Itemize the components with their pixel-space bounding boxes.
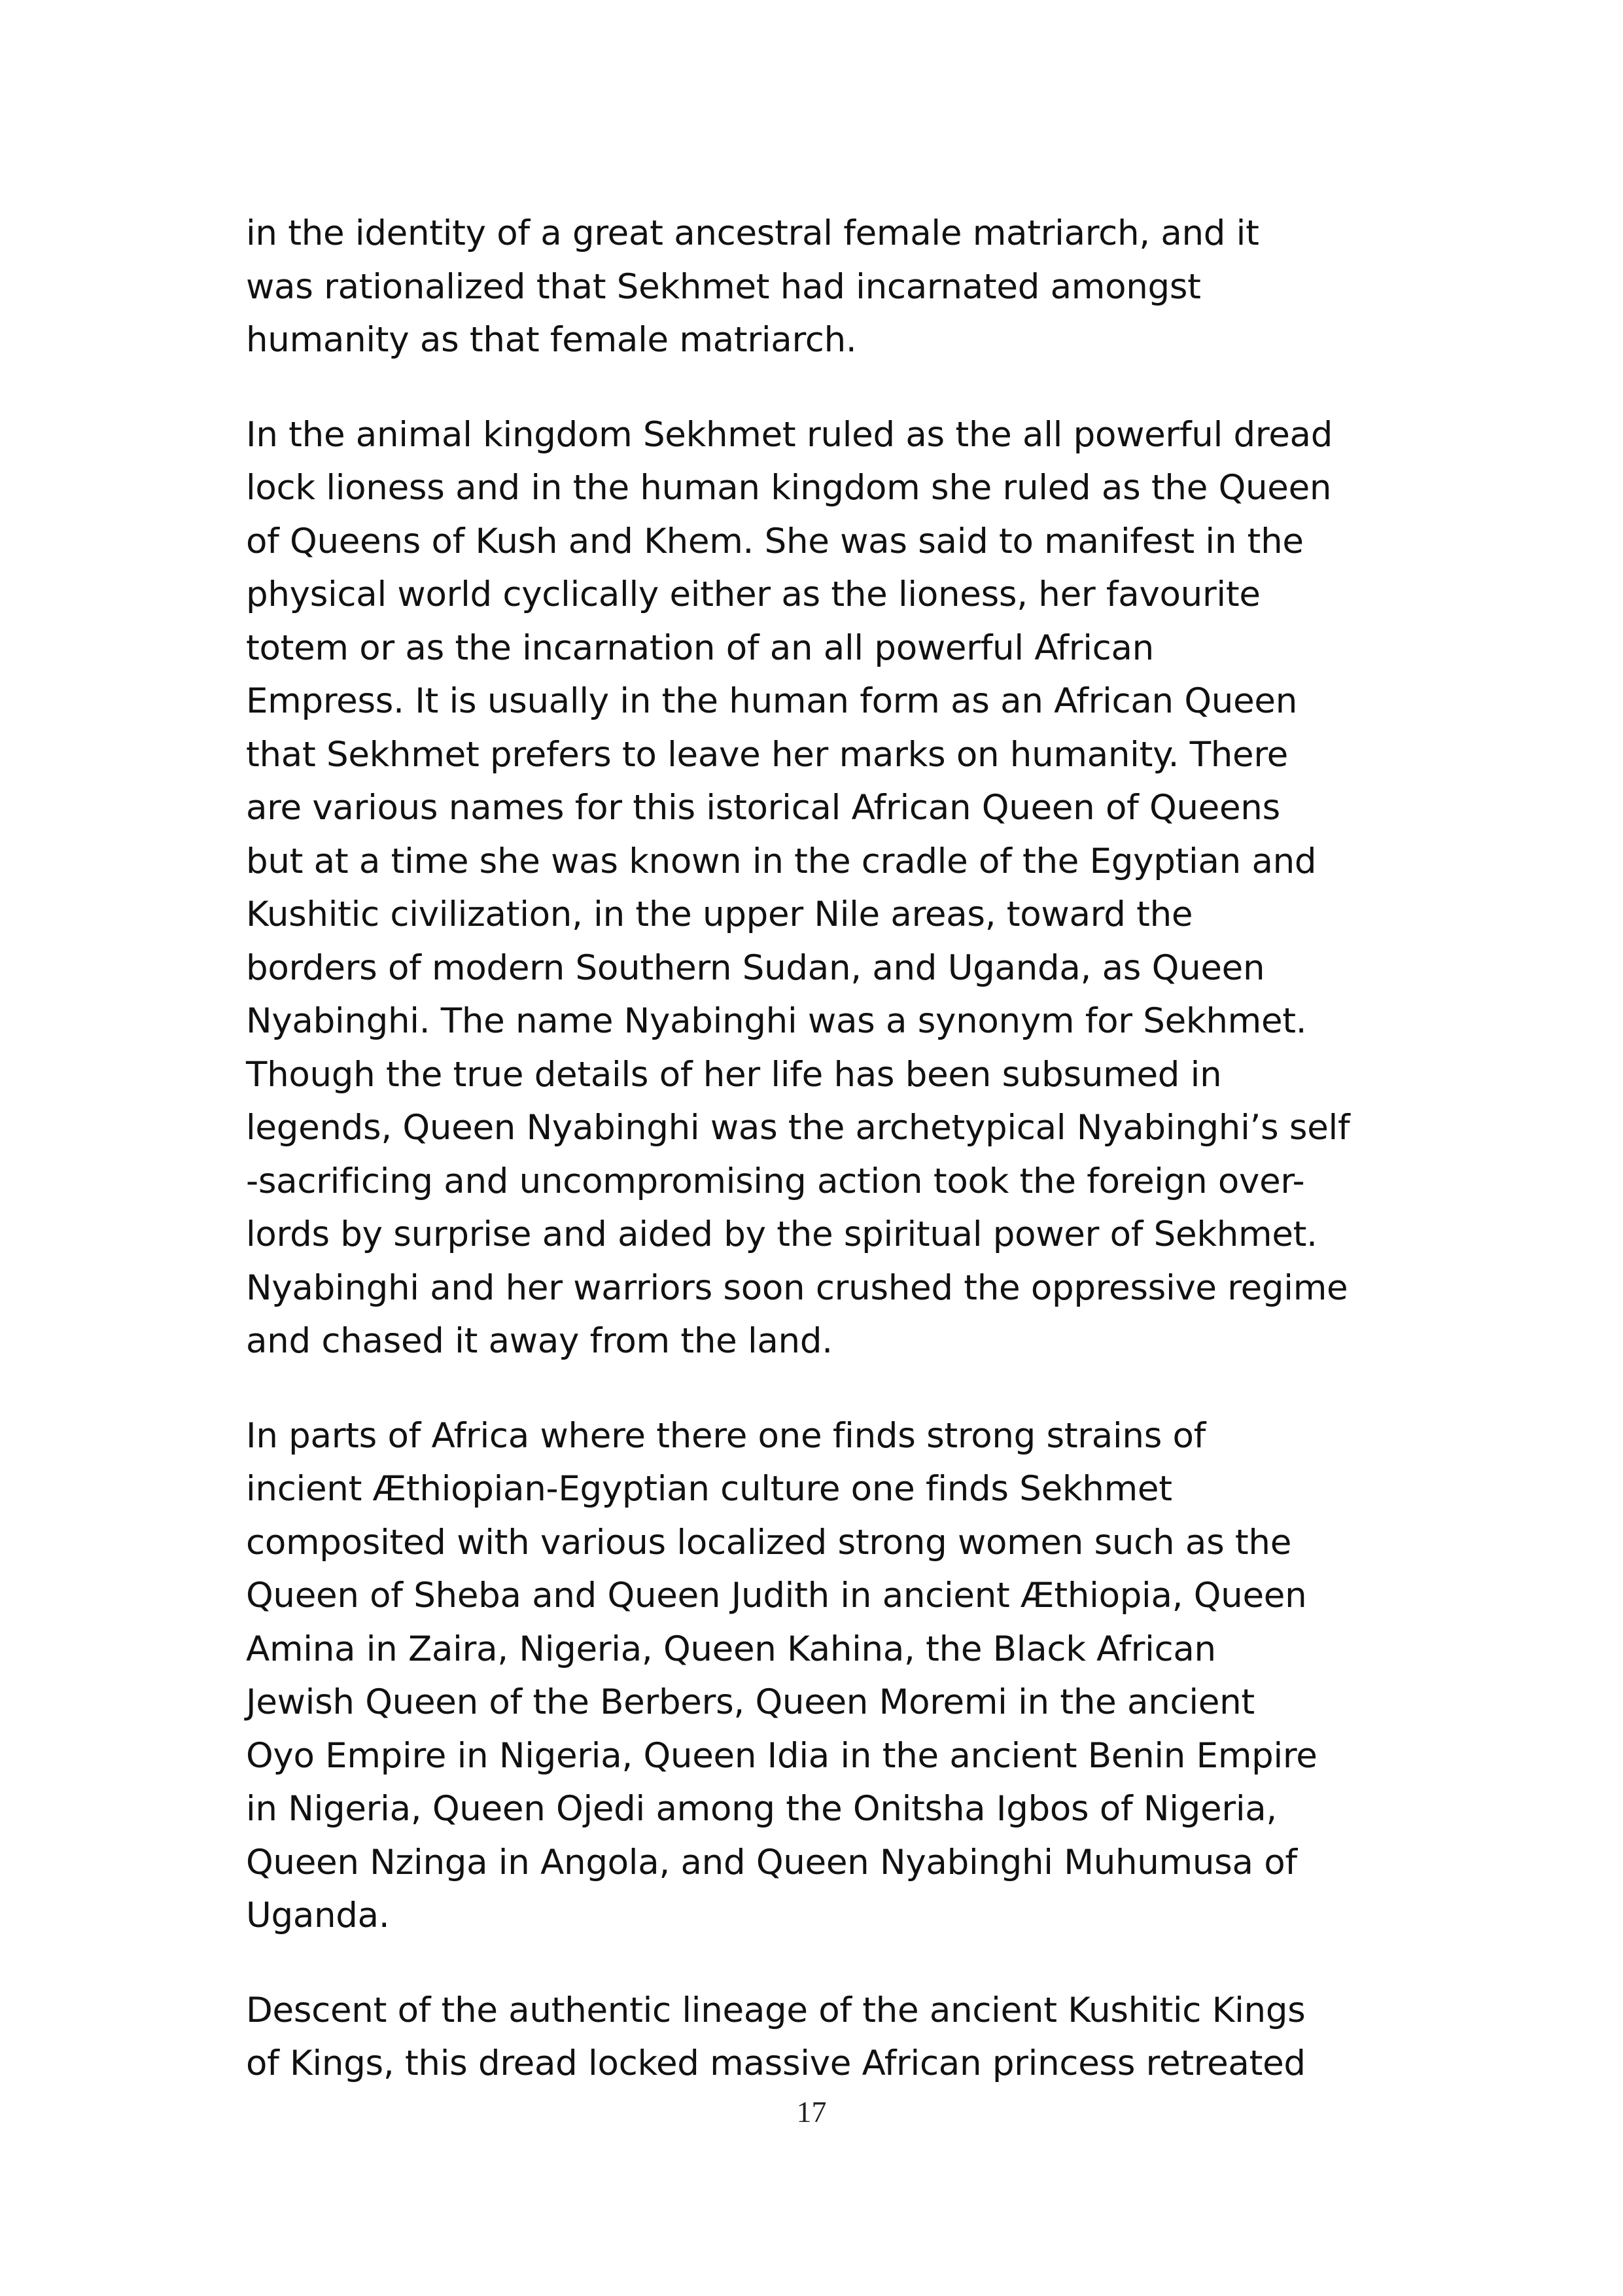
text-line: Kushitic civilization, in the upper Nile areas, toward the <box>246 894 1193 934</box>
text-line: -sacrificing and uncompromising action took the foreign over- <box>246 1161 1305 1201</box>
text-line: In the animal kingdom Sekhmet ruled as the all powerful dread <box>246 414 1333 455</box>
text-line: In parts of Africa where there one finds strong strains of <box>246 1415 1206 1456</box>
text-line: lords by surprise and aided by the spiritual power of Sekhmet. <box>246 1214 1318 1254</box>
text-line: that Sekhmet prefers to leave her marks on humanity. There <box>246 734 1288 775</box>
text-line: Descent of the authentic lineage of the ancient Kushitic Kings <box>246 1990 1306 2030</box>
text-line: in the identity of a great ancestral female matriarch, and it <box>246 213 1259 253</box>
text-line: Empress. It is usually in the human form as an African Queen <box>246 681 1297 721</box>
text-line: Uganda. <box>246 1896 390 1935</box>
text-line: in Nigeria, Queen Ojedi among the Onitsha Igbos of Nigeria, <box>246 1789 1277 1829</box>
text-line: incient Æthiopian-Egyptian culture one finds Sekhmet <box>246 1469 1172 1509</box>
paragraph-1 <box>246 207 1397 367</box>
text-line: Jewish Queen of the Berbers, Queen Moremi in the ancient <box>246 1682 1255 1722</box>
text-line: was rationalized that Sekhmet had incarnated amongst <box>246 266 1201 307</box>
text-line: are various names for this istorical African Queen of Queens <box>246 788 1280 828</box>
text-line: of Kings, this dread locked massive African princess retreated <box>246 2043 1306 2083</box>
paragraph-4 <box>246 1984 1397 2091</box>
text-line: Queen of Sheba and Queen Judith in ancient Æthiopia, Queen <box>246 1576 1307 1616</box>
paragraph-3 <box>246 1409 1397 1943</box>
text-line: Oyo Empire in Nigeria, Queen Idia in the ancient Benin Empire <box>246 1735 1318 1776</box>
text-line: humanity as that female matriarch. <box>246 320 857 360</box>
paragraph-2 <box>246 408 1397 1368</box>
text-line: Though the true details of her life has been subsumed in <box>246 1054 1222 1095</box>
text-line: totem or as the incarnation of an all powerful African <box>246 627 1154 668</box>
text-line: but at a time she was known in the cradle of the Egyptian and <box>246 841 1317 881</box>
text-line: Amina in Zaira, Nigeria, Queen Kahina, the Black African <box>246 1629 1216 1669</box>
text-line: legends, Queen Nyabinghi was the archetypical Nyabinghi’s self <box>246 1108 1350 1148</box>
body-text <box>246 207 1397 2132</box>
text-line: of Queens of Kush and Khem. She was said to manifest in the <box>246 521 1304 561</box>
text-line: composited with various localized strong women such as the <box>246 1522 1292 1563</box>
text-line: lock lioness and in the human kingdom she ruled as the Queen <box>246 468 1332 508</box>
text-line: borders of modern Southern Sudan, and Uganda, as Queen <box>246 947 1265 988</box>
text-line: Nyabinghi. The name Nyabinghi was a synonym for Sekhmet. <box>246 1001 1307 1041</box>
page-number: 17 <box>796 2095 827 2128</box>
text-line: Nyabinghi and her warriors soon crushed the oppressive regime <box>246 1267 1348 1308</box>
text-line: physical world cyclically either as the lioness, her favourite <box>246 574 1261 614</box>
text-line: and chased it away from the land. <box>246 1321 833 1361</box>
text-line: Queen Nzinga in Angola, and Queen Nyabinghi Muhumusa of <box>246 1842 1297 1882</box>
